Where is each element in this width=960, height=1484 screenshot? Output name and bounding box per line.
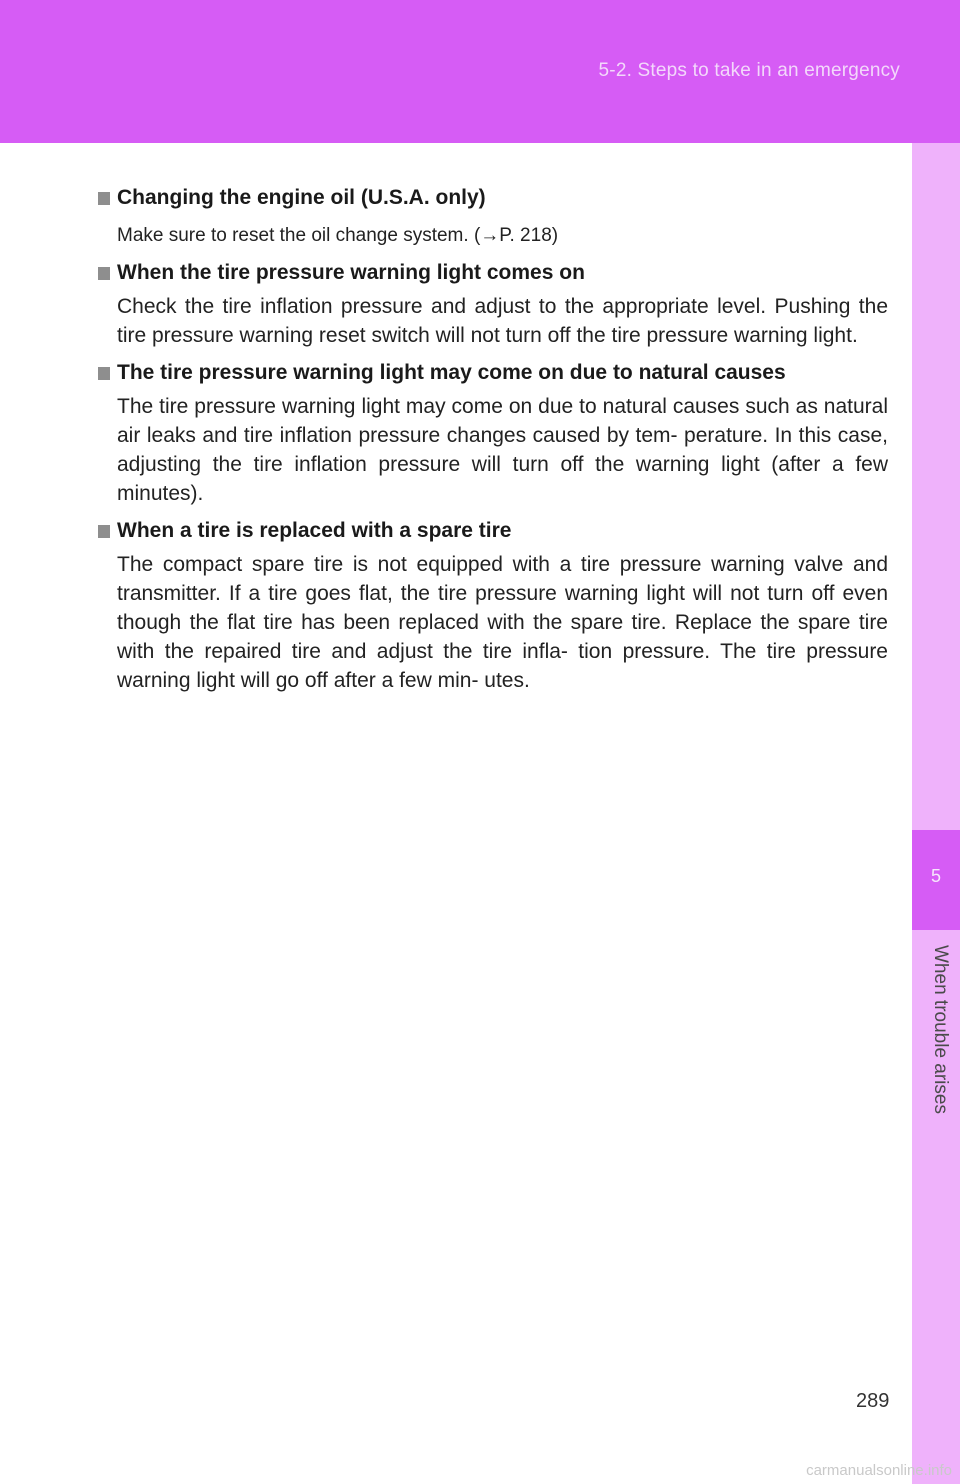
section-heading	[98, 258, 888, 288]
section-heading-text: When the tire pressure warning light comes on	[117, 261, 585, 284]
section-heading	[98, 358, 888, 388]
section-body: Make sure to reset the oil change system. (→P. 218)	[117, 225, 559, 246]
section-engine-oil	[98, 183, 888, 250]
section-warning-light-on	[98, 258, 888, 350]
section-spare-tire	[98, 516, 888, 695]
square-bullet-icon	[98, 525, 110, 538]
section-heading-text: When a tire is replaced with a spare tire	[117, 519, 512, 542]
section-heading-text: Changing the engine oil (U.S.A. only)	[117, 186, 486, 209]
section-heading	[98, 183, 888, 213]
square-bullet-icon	[98, 367, 110, 380]
page-number: 289	[856, 1390, 890, 1412]
square-bullet-icon	[98, 192, 110, 205]
section-heading	[98, 516, 888, 546]
chapter-number: 5	[930, 866, 941, 886]
section-body: The compact spare tire is not equipped with a tire pressure warning valve and transmitter. If a tire goes flat, the tire pressure warning light will not turn off even though the flat tire has been replaced with the spare tire. Replace the spare tire with the repaired tire and adjust the tire infla- tion pressure. The tire pressure warning light will go off after a few min- utes.	[117, 553, 888, 692]
chapter-side-tab	[912, 143, 960, 1484]
chapter-label: When trouble arises	[930, 945, 951, 1114]
section-natural-causes	[98, 358, 888, 508]
square-bullet-icon	[98, 267, 110, 280]
page-content	[98, 183, 888, 695]
watermark: carmanualsonline.info	[806, 1462, 952, 1479]
section-body: Check the tire inflation pressure and adjust to the appropriate level. Pushing the tire pressure warning reset switch will not turn off the tire pressure warning light.	[117, 295, 888, 347]
section-body: The tire pressure warning light may come on due to natural causes such as natural air leaks and tire inflation pressure changes caused by tem- perature. In this case, adjusting the tire inflation pressure will turn off the warning light (after a few minutes).	[117, 395, 888, 505]
section-heading-text: The tire pressure warning light may come on due to natural causes	[117, 361, 786, 384]
section-breadcrumb: 5-2. Steps to take in an emergency	[598, 60, 900, 81]
